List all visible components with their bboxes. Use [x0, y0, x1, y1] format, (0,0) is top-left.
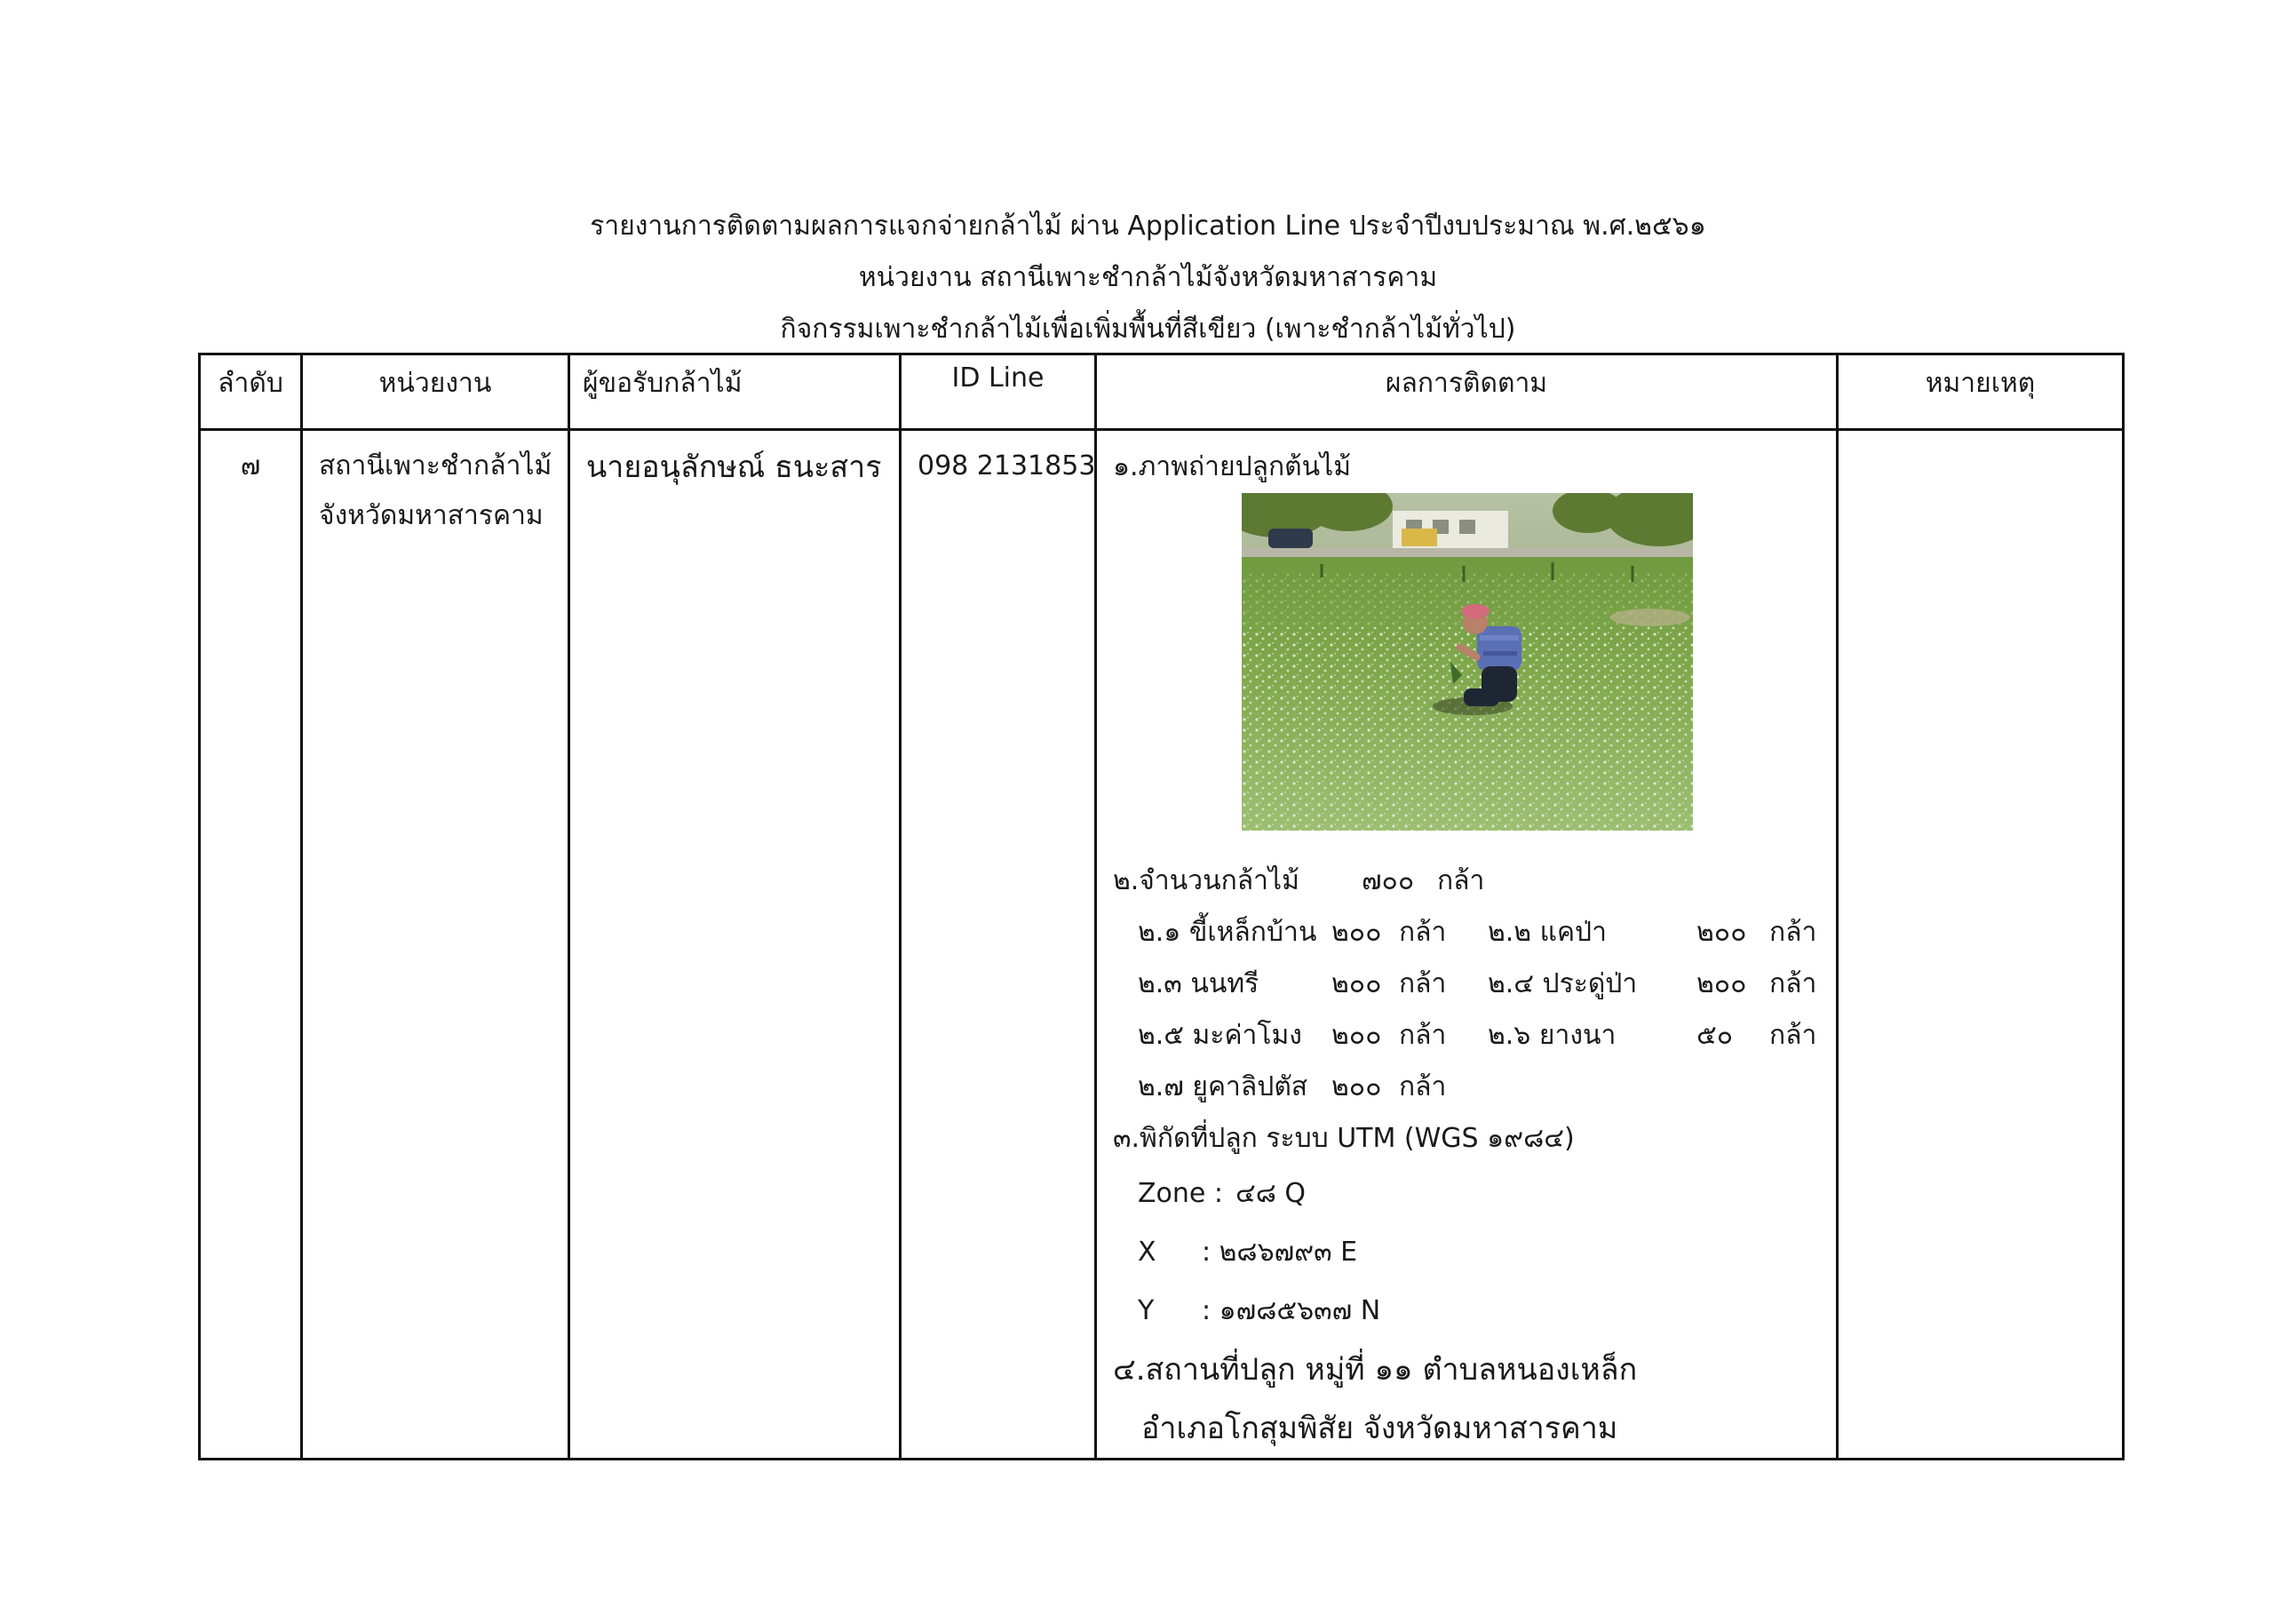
- species-row: [1113, 1062, 1820, 1113]
- species-qty: ๒๐๐: [1331, 1020, 1382, 1051]
- row-number: ๗: [240, 450, 261, 481]
- cell-result: [1096, 430, 1838, 1460]
- x-row: [1113, 1223, 1820, 1282]
- species-name: ๒.๒ แคป่า: [1488, 917, 1607, 948]
- unit-line-1: สถานีเพาะชำกล้าไม้: [319, 450, 552, 481]
- header-unit: หน่วยงาน: [302, 354, 569, 430]
- species-row: [1113, 907, 1820, 959]
- cell-recipient: [569, 430, 901, 1460]
- species-name: ๒.๖ ยางนา: [1488, 1020, 1617, 1051]
- x-label: X: [1138, 1237, 1156, 1268]
- species-qty: ๒๐๐: [1696, 968, 1747, 999]
- species-qty: ๒๐๐: [1331, 917, 1382, 948]
- species-qty: ๒๐๐: [1696, 917, 1747, 948]
- species-unit: กล้า: [1769, 968, 1817, 999]
- tracking-table: [198, 353, 2125, 1460]
- species-qty: ๕๐: [1696, 1020, 1734, 1051]
- total-value: ๗๐๐: [1362, 865, 1415, 896]
- species-unit: กล้า: [1769, 1020, 1817, 1051]
- species-row: [1113, 959, 1820, 1010]
- report-title: รายงานการติดตามผลการแจกจ่ายกล้าไม้ ผ่าน Application Line ประจำปีงบประมาณ พ.ศ.๒๕๖๑: [590, 211, 1706, 242]
- planting-photo: [1242, 493, 1693, 831]
- species-qty: ๒๐๐: [1331, 968, 1382, 999]
- zone-label: Zone :: [1138, 1178, 1224, 1209]
- species-unit: กล้า: [1399, 917, 1447, 948]
- header-note: หมายเหตุ: [1838, 354, 2124, 430]
- species-name: ๒.๑ ขี้เหล็กบ้าน: [1138, 917, 1317, 948]
- species-unit: กล้า: [1399, 1020, 1447, 1051]
- species-row: [1113, 1010, 1820, 1062]
- coord-heading: ๓.พิกัดที่ปลูก ระบบ UTM (WGS ๑๙๘๔): [1113, 1123, 1575, 1154]
- header-no: ลำดับ: [200, 354, 302, 430]
- location-line-2: อำเภอโกสุมพิสัย จังหวัดมหาสารคาม: [1141, 1411, 1618, 1446]
- zone-row: [1113, 1165, 1820, 1223]
- location-line-1: ๔.สถานที่ปลูก หมู่ที่ ๑๑ ตำบลหนองเหล็ก: [1113, 1352, 1638, 1388]
- cell-unit: [302, 430, 569, 1460]
- header-id-line: ID Line: [901, 354, 1096, 430]
- report-header: [0, 201, 2296, 355]
- species-unit: กล้า: [1769, 917, 1817, 948]
- unit-line-2: จังหวัดมหาสารคาม: [319, 500, 544, 531]
- species-qty: ๒๐๐: [1331, 1071, 1382, 1102]
- y-row: [1113, 1282, 1820, 1341]
- y-label: Y: [1138, 1295, 1155, 1326]
- total-count-row: [1113, 855, 1820, 907]
- species-name: ๒.๓ นนทรี: [1138, 968, 1259, 999]
- species-unit: กล้า: [1399, 1071, 1447, 1102]
- cell-no: [200, 430, 302, 1460]
- table-row: [200, 430, 2124, 1460]
- y-value: : ๑๗๘๕๖๓๗ N: [1202, 1295, 1381, 1326]
- line-id: 098 2131853: [918, 450, 1096, 481]
- cell-id-line: [901, 430, 1096, 1460]
- zone-value: ๔๘ Q: [1235, 1178, 1306, 1209]
- report-activity: กิจกรรมเพาะชำกล้าไม้เพื่อเพิ่มพื้นที่สีเขียว (เพาะชำกล้าไม้ทั่วไป): [780, 314, 1516, 345]
- total-label: ๒.จำนวนกล้าไม้: [1113, 865, 1299, 896]
- species-name: ๒.๔ ประดู่ป่า: [1488, 968, 1638, 999]
- species-unit: กล้า: [1399, 968, 1447, 999]
- header-result: ผลการติดตาม: [1096, 354, 1838, 430]
- species-name: ๒.๗ ยูคาลิปตัส: [1138, 1071, 1308, 1102]
- header-recipient: ผู้ขอรับกล้าไม้: [569, 354, 901, 430]
- report-agency: หน่วยงาน สถานีเพาะชำกล้าไม้จังหวัดมหาสารคาม: [858, 262, 1438, 293]
- species-name: ๒.๕ มะค่าโมง: [1138, 1020, 1302, 1051]
- table-header-row: [200, 354, 2124, 430]
- photo-heading: ๑.ภาพถ่ายปลูกต้นไม้: [1113, 451, 1352, 482]
- recipient-name: นายอนุลักษณ์ ธนะสาร: [586, 450, 882, 485]
- x-value: : ๒๘๖๗๙๓ E: [1202, 1237, 1358, 1268]
- total-unit: กล้า: [1437, 865, 1485, 896]
- cell-note: [1838, 430, 2124, 1460]
